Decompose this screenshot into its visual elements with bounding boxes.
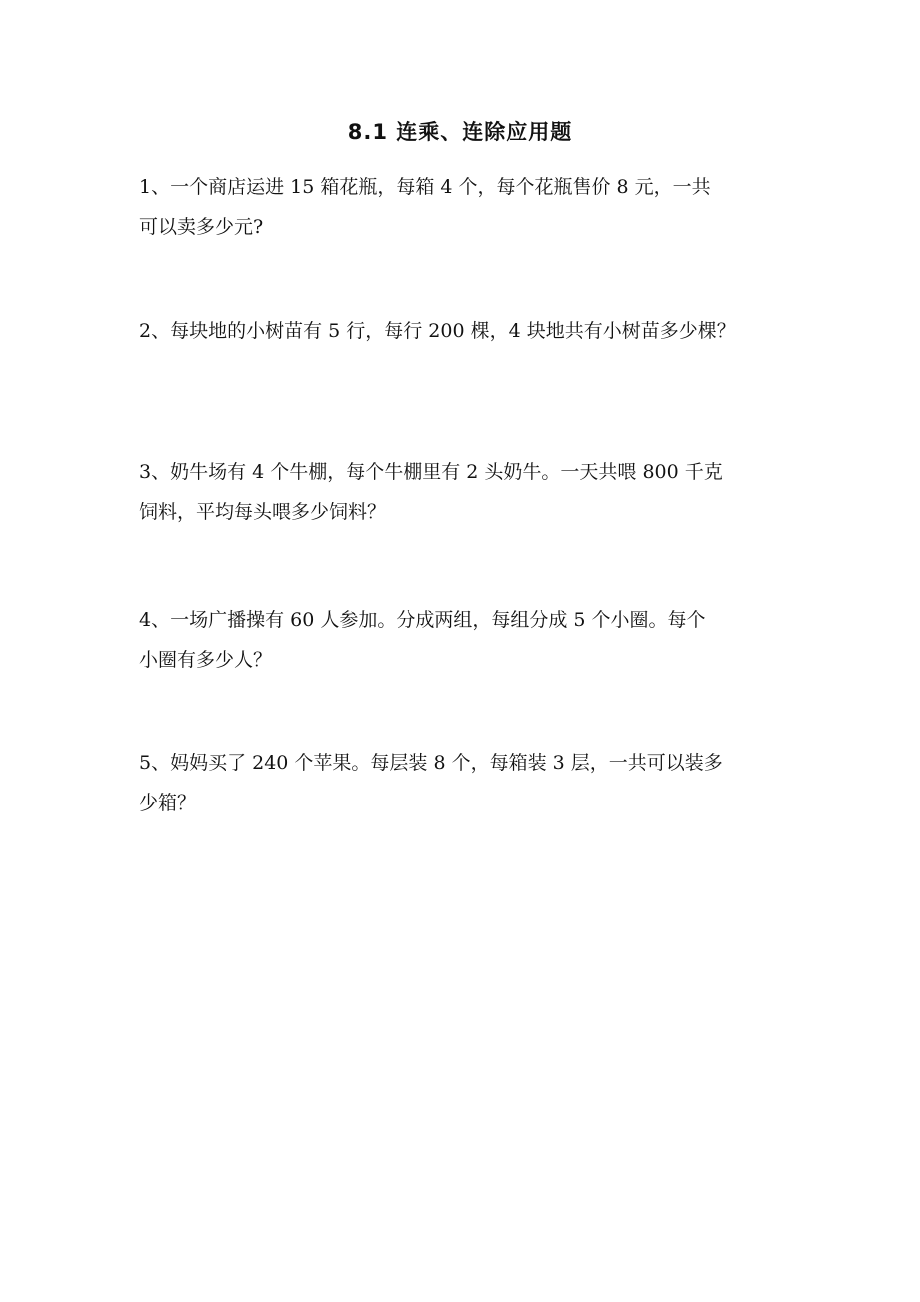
question-1 — [139, 167, 789, 247]
question-3-line-1: 3、奶牛场有 4 个牛棚，每个牛棚里有 2 头奶牛。一天共喂 800 千克 — [139, 461, 723, 483]
question-1-line-2: 可以卖多少元? — [139, 216, 264, 238]
question-5-line-2: 少箱？ — [139, 792, 197, 814]
question-3 — [139, 452, 789, 532]
question-2-line-1: 2、每块地的小树苗有 5 行，每行 200 棵，4 块地共有小树苗多少棵？ — [139, 320, 736, 342]
question-4 — [139, 600, 789, 680]
question-3-line-2: 饲料，平均每头喂多少饲料？ — [139, 501, 387, 523]
question-4-line-2: 小圈有多少人？ — [139, 649, 273, 671]
question-4-line-1: 4、一场广播操有 60 人参加。分成两组，每组分成 5 个小圈。每个 — [139, 609, 706, 631]
question-2 — [139, 311, 789, 351]
question-5-line-1: 5、妈妈买了 240 个苹果。每层装 8 个，每箱装 3 层，一共可以装多 — [139, 752, 723, 774]
worksheet-title: 8.1 连乘、连除应用题 — [347, 120, 573, 144]
question-1-line-1: 1、一个商店运进 15 箱花瓶，每箱 4 个，每个花瓶售价 8 元，一共 — [139, 176, 711, 198]
question-5 — [139, 743, 789, 823]
